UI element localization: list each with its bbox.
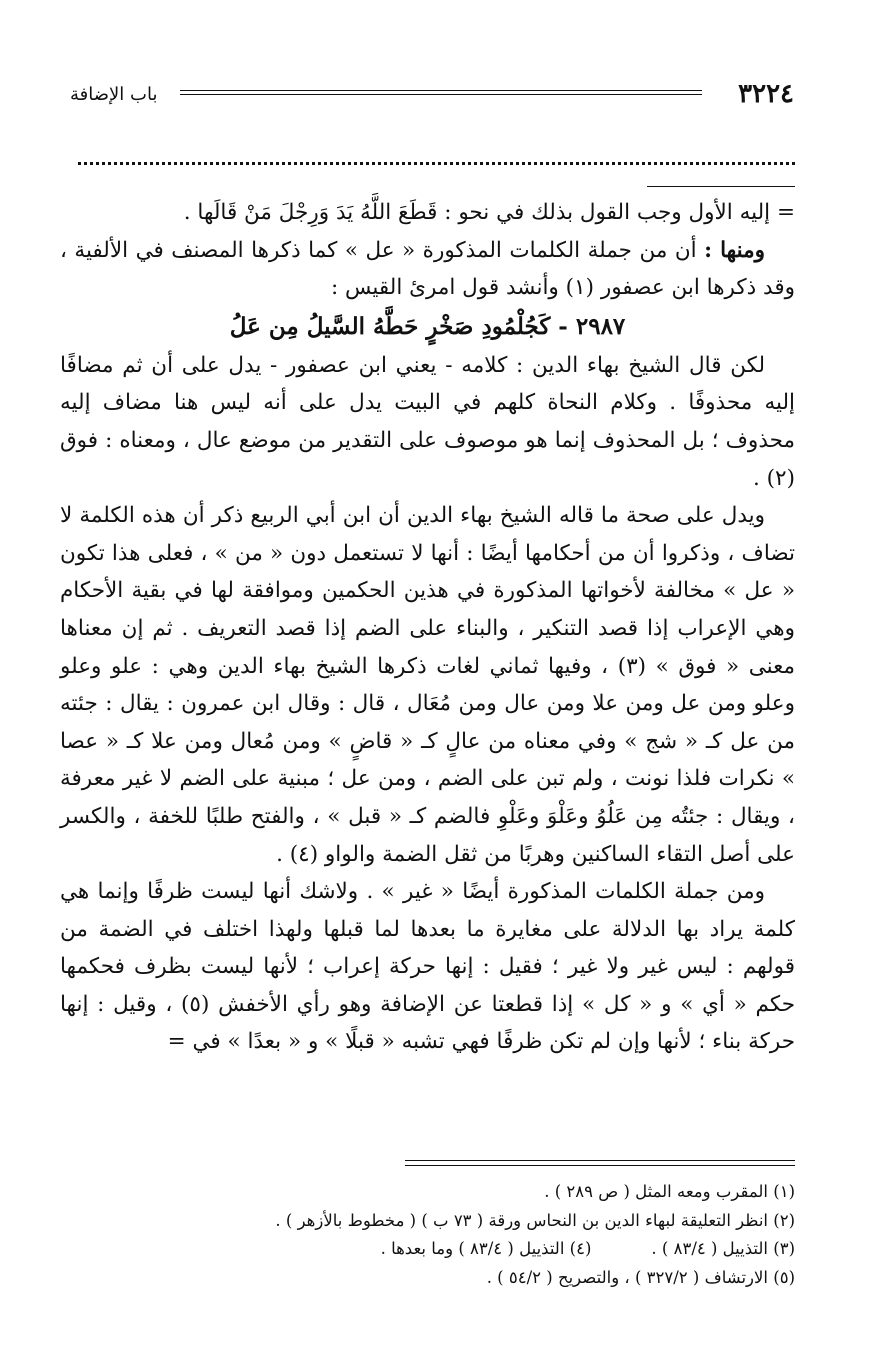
header-rule: [180, 90, 702, 98]
footnote-5: (٥) الارتشاف ( ٣٢٧/٢ ) ، والتصريح ( ٥٤/٢ ) .: [486, 1267, 795, 1287]
poetry-verse: ٢٩٨٧ - كَجُلْمُودِ صَخْرٍ حَطَّهُ السَّيلُ مِن عَلُ: [229, 312, 626, 340]
footnote-1: (١) المقرب ومعه المثل ( ص ٢٨٩ ) .: [544, 1182, 795, 1201]
main-text: [60, 194, 795, 1061]
paragraph-2: ومنها : أن من جملة الكلمات المذكورة « عل » كما ذكرها المصنف في الألفية ، وقد ذكرها ابن عصفور (١) وأنشد قول امرئ القيس :: [60, 237, 795, 301]
footnote-2: (٢) انظر التعليقة لبهاء الدين بن النحاس ورقة ( ٧٣ ب ) ( مخطوط بالأزهر ) .: [275, 1210, 795, 1230]
chapter-title: باب الإضافة: [70, 84, 158, 105]
page-number: ٣٢٢٤: [738, 79, 794, 109]
paragraph-4: ويدل على صحة ما قاله الشيخ بهاء الدين أن ابن أبي الربيع ذكر أن هذه الكلمة لا تضاف ، وذكروا أن من أحكامها أيضًا : أنها لا تستعمل دون « من » ، فعلى هذا تكون « عل » مخالفة لأخواتها المذكورة في هذين الحكمين وموافقة لها في بقية الأحكام وهي الإعراب إذا قصد التنكير ، والبناء على الضم إذا قصد التعريف . ثم إن معناها معنى « فوق » (٣) ، وفيها ثماني لغات ذكرها الشيخ بهاء الدين وهي : علو وعلو وعلو ومن عل ومن علا ومن عال ومن مُعَال ، قال : وقال ابن عمرون : يقال : جئته من عل كـ « شج » وفي معناه من عالٍ كـ « قاضٍ » ومن مُعال ومن علا كـ « عصا » نكرات فلذا نونت ، ولم تبن على الضم ، ومن عل ؛ مبنية على الضم لا غير معرفة ، ويقال : جئتُه مِن عَلُوُ وعَلْوَ وعَلْوِ فالضم كـ « قبل » ، والفتح طلبًا للخفة ، والكسر على أصل التقاء الساكنين وهربًا من ثقل الضمة والواو (٤) .: [60, 503, 795, 867]
paragraph-5: ومن جملة الكلمات المذكورة أيضًا « غير » . ولاشك أنها ليست ظرفًا وإنما هي كلمة يراد بها الدلالة على مغايرة ما بعدها لما قبلها ولهذا اختلف في الضمة من قولهم : ليس غير ولا غير ؛ فقيل : إنها حركة إعراب ؛ لأنها ليست بظرف فحكمها حكم « أي » و « كل » إذا قطعتا عن الإضافة وهو رأي الأخفش (٥) ، وقيل : إنها حركة بناء ؛ لأنها وإن لم تكن ظرفًا فهي تشبه « قبلًا » و « بعدًا » في =: [60, 879, 796, 1055]
continuation-rule: [647, 186, 795, 187]
footnote-4: (٤) التذييل ( ٨٣/٤ ) وما بعدها .: [380, 1239, 592, 1258]
dotted-separator: [78, 148, 795, 165]
paragraph-continued: = إليه الأول وجب القول بذلك في نحو : قَطَعَ اللَّهُ يَدَ وَرِجْلَ مَنْ قَالَها .: [183, 200, 795, 225]
paragraph-lead: ومنها :: [704, 237, 765, 263]
footnotes: [60, 1178, 795, 1292]
page-header: [70, 78, 794, 114]
footnote-3: (٣) التذييل ( ٨٣/٤ ) .: [651, 1239, 795, 1258]
footnote-row-3-4: [60, 1235, 795, 1264]
paragraph-3: لكن قال الشيخ بهاء الدين : كلامه - يعني ابن عصفور - يدل على أن ثم مضافًا إليه محذوفًا . وكلام النحاة كلهم في البيت يدل على أنه ليس هنا مضاف إليه محذوف ؛ بل المحذوف إنما هو موصوف على التقدير من موضع عال ، ومعناه : فوق (٢) .: [60, 352, 795, 491]
footnote-rule: [405, 1160, 795, 1170]
continuation-mark: =: [776, 200, 795, 225]
